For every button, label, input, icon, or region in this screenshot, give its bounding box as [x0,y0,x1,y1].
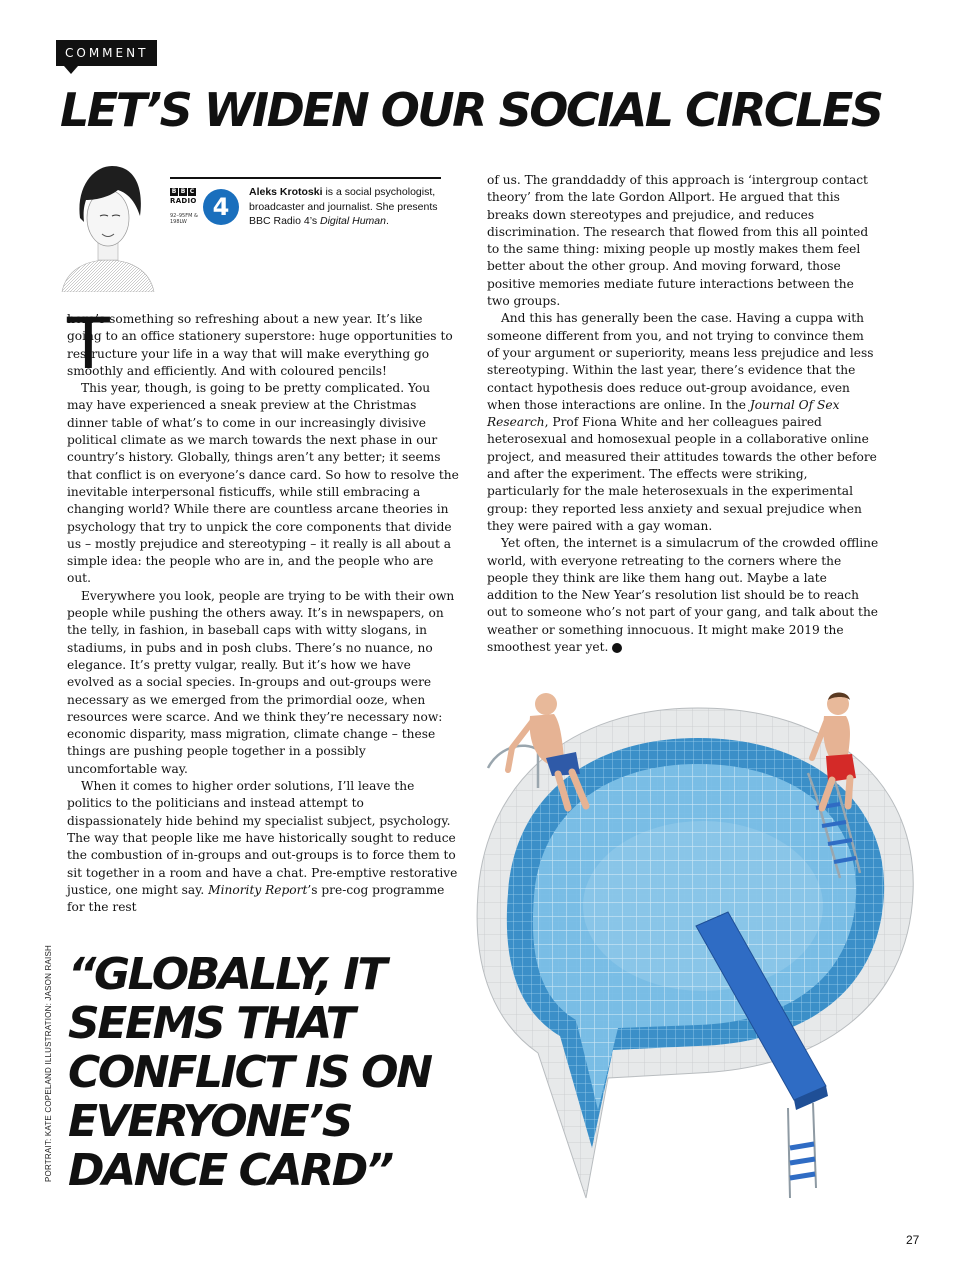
speech-bubble-pool-illustration [468,678,928,1213]
author-portrait [56,156,160,292]
pull-quote-line: CONFLICT IS ON [68,1047,431,1098]
journal-title: Journal Of Sex Research [487,397,840,430]
pull-quote-line: DANCE CARD” [68,1145,392,1196]
paragraph-text: ’s pre-cog programme for the rest [67,882,445,915]
photo-credit: PORTRAIT: KATE COPELAND ILLUSTRATION: JASON RAISH [44,945,53,1182]
article-paragraph: here’s something so refreshing about a new year. It’s like going to an office stationery superstore: huge opportunities to restructure your life in a way that will make everything go smoothly and efficiently. And with coloured pencils! [67,312,453,378]
film-title: Minority Report [208,882,308,897]
paragraph-text: And this has generally been the case. Having a cuppa with someone different from you, and not trying to convince them of your argument or superiority, means less prejudice and less stereotyping. Within the last year, there’s evidence that the contact hypothesis does reduce out-group avoidance, even when those interactions are online. In the [487,311,874,412]
bbc-logo-letter: B [180,188,186,195]
headline: LET’S WIDEN OUR SOCIAL CIRCLES [60,83,882,137]
byline-rule [170,177,441,179]
article-paragraph [487,310,879,535]
pull-quote-line: SEEMS THAT [68,998,354,1049]
radio-4-logo: 4 [203,189,239,225]
diving-board [788,1103,816,1198]
paragraph-text: When it comes to higher order solutions, I’ll leave the politics to the politicians and instead attempt to dispassionately hide behind my specialist subject, psychology. The way that people like me have historically sought to reduce the combustion of in-groups and out-groups is to force them to sit together in a room and have a chat. Pre-emptive restorative justice, one might say. [67,779,458,897]
bbc-radio-word: RADIO [170,197,197,205]
drop-cap: T [67,303,110,385]
pull-quote [68,950,448,1195]
bbc-radio-logo [170,188,197,206]
paragraph-text: , Prof Fiona White and her colleagues paired heterosexual and homosexual people in a collaborative online project, and measured their attitudes towards the other before and after the experiment. The effects were striking, particularly for the male heterosexuals in the experimental group: they reported less anxiety and sexual prejudice when they were paired with a gay woman. [487,415,877,533]
author-name: Aleks Krotoski [249,186,323,198]
bbc-logo-letter: C [189,188,195,195]
article-paragraph: This year, though, is going to be pretty complicated. You may have experienced a sneak preview at the Christmas dinner table of what’s to come in our increasingly divisive political climate as we march towards the next phase in our country’s history. Globally, things aren’t any better; it seems that conflict is on everyone’s dance card. So how to resolve the inevitable interpersonal fisticuffs, while still embracing a changing world? While there are countless arcane theories in psychology that try to unpick the core components that divide us – mostly prejudice and stereotyping – it really is all about a simple idea: the people who are in, and the people who are out. [67,381,459,586]
section-tag: COMMENT [56,40,157,66]
author-bio-end: . [385,215,389,227]
page-number: 27 [906,1233,920,1247]
station-frequencies: 92–95FM & 198LW [170,213,198,225]
article-intro [67,303,459,385]
author-bio-text: is a social psychologist, broadcaster and journalist. She presents BBC Radio 4’s [249,186,438,227]
section-tag-notch [64,66,78,74]
article-paragraph: of us. The granddaddy of this approach is ‘intergroup contact theory’ from the late Gordon Allport. He argued that this breaks down stereotypes and prejudice, and reduces discrimination. The research that flowed from this all pointed to the same thing: mixing people up mostly makes them feel better about the other group. And moving forward, those positive memories mediate future interactions between the two groups. [487,173,869,309]
bbc-logo-letter: B [171,188,177,195]
article-paragraph: Everywhere you look, people are trying to be with their own people while pushing the others away. It’s in newspapers, on the telly, in fashion, in baseball caps with witty slogans, in stadiums, in pubs and in posh clubs. There’s no nuance, no elegance. It’s pretty vulgar, really. But it’s how we have evolved as a social species. In-groups and out-groups were necessary as we emerged from the primordial ooze, when resources were scarce. And we think they’re necessary now: economic disparity, mass migration, climate change – these things are pushing people together in a possibly uncomfortable way. [67,588,455,776]
article-paragraph [487,535,879,656]
article-column-right [487,172,879,656]
programme-title: Digital Human [320,215,386,227]
article-column-left [67,303,459,916]
article-paragraph [67,778,459,916]
pull-quote-line: EVERYONE’S [68,1096,351,1147]
paragraph-text: Yet often, the internet is a simulacrum of the crowded offline world, with everyone retreating to the corners where the people they think are like them hang out. Maybe a late addition to the New Year’s resolution list should be to reach out to someone who’s not part of your gang, and talk about the weather or something innocuous. It might make 2019 the smoothest year yet. [487,536,879,655]
end-mark-icon: F [612,643,622,653]
author-bio [249,185,449,229]
pull-quote-line: “GLOBALLY, IT [68,949,385,1000]
